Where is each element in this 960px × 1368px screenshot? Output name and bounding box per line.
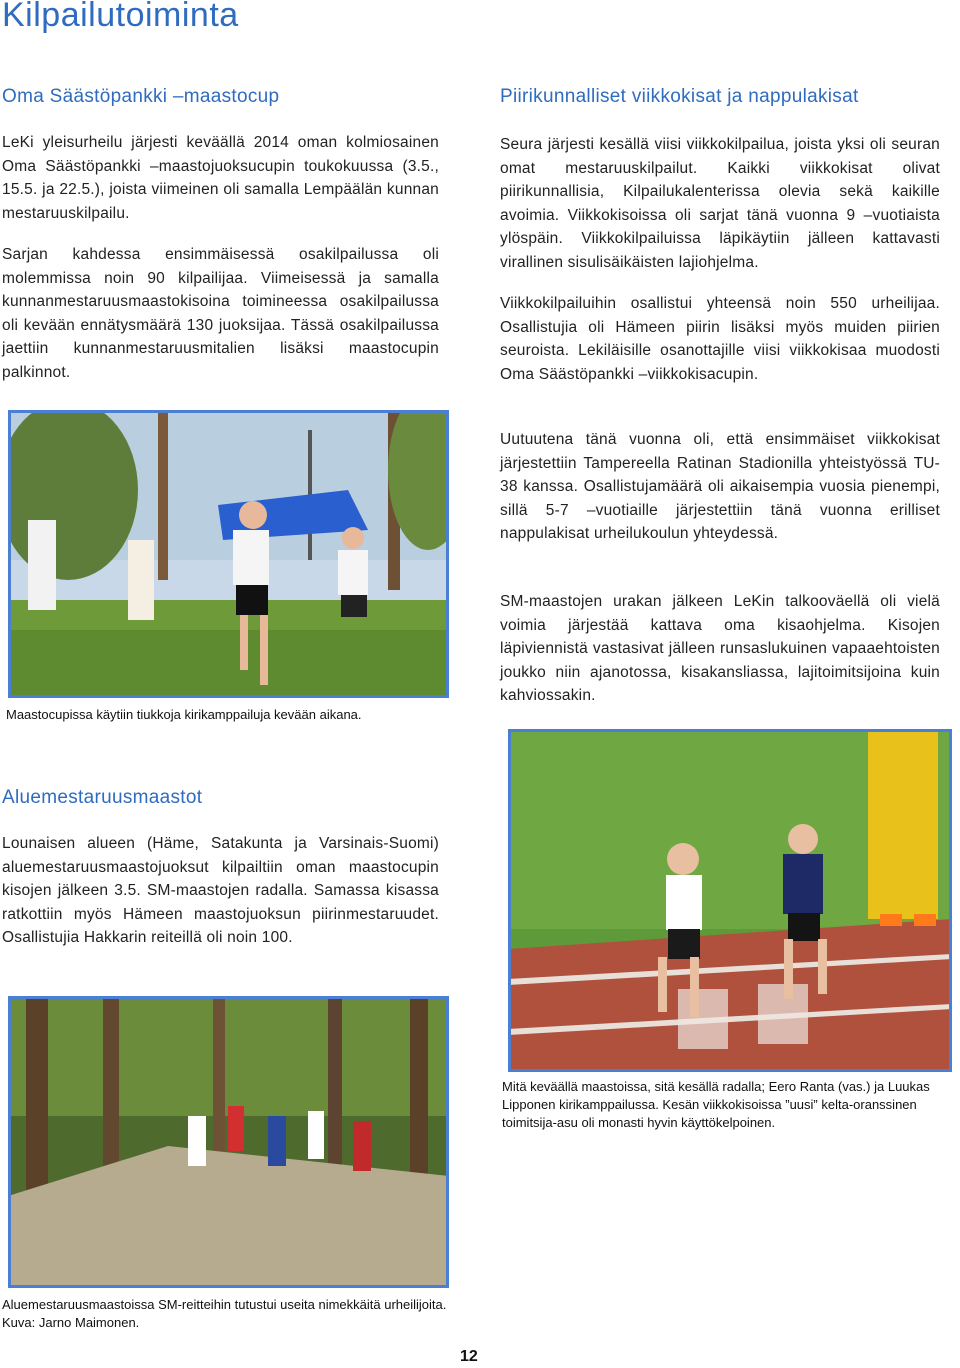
section-heading-viikkokisat: Piirikunnalliset viikkokisat ja nappulakisat [500, 86, 859, 107]
maastocup-photo-caption: Maastocupissa käytiin tiukkoja kirikamppailuja kevään aikana. [6, 707, 362, 722]
maastocup-paragraph-2: Sarjan kahdessa ensimmäisessä osakilpailussa oli molemmissa noin 90 kilpailijaa. Viimeisessä ja samalla kunnanmestaruusmaastokisoina toimineessa osakilpailussa oli kevään ennätysmäärä 130 juoksijaa. Tässä osakilpailussa jaettiin kunnanmestaruusmitalien lisäksi maastocupin palkinnot. [2, 246, 439, 381]
section-heading-maastocup: Oma Säästöpankki –maastocup [2, 86, 280, 107]
page-number: 12 [460, 1348, 478, 1365]
viikkokisat-paragraph-3: Uutuutena tänä vuonna oli, että ensimmäiset viikkokisat järjestettiin Tampereella Ratinan Stadionilla yhteistyössä TU-38 kanssa. Osallistujamäärä oli aikaisempia vuosia pienempi, sillä 5-7 –vuotiaille järjestettiin tänä vuonna erilliset nappulakisat urheilukoulun yhteydessä. [500, 431, 940, 543]
viikkokisat-paragraph-1: Seura järjesti kesällä viisi viikkokilpailua, joista yksi oli seuran omat mestaruuskilpailut. Kaikki viikkokisat olivat piirikunnallisia, Kilpailukalenterissa olevia sekä kaikille avoimia. Viikkokisoissa oli sarjat tänä vuonna 9 –vuotiaista ylöspäin. Viikkokilpailuissa läpikäytiin jälleen kattavasti virallinen sisulisäikäisten lajiohjelma. [500, 136, 940, 271]
aluemestaruus-paragraph: Lounaisen alueen (Häme, Satakunta ja Varsinais-Suomi) aluemestaruusmaastojuoksut kilpailtiin oman maastocupin kisojen jälkeen 3.5. SM-maastojen radalla. Samassa kisassa ratkottiin myös Hämeen maastojuoksun piirinmestaruudet. Osallistujia Hakkarin reiteillä oli noin 100. [2, 835, 439, 947]
viikkokisat-paragraph-2: Viikkokilpailuihin osallistui yhteensä noin 550 urheilijaa. Osallistujia oli Hämeen piirin lisäksi myös muiden piirien seuroista. Lekiläisille osanottajille viisi viikkokisaa muodosti Oma Säästöpankki –viikkokisacupin. [500, 295, 940, 383]
maastocup-race-photo [8, 410, 449, 698]
viikkokisat-paragraph-4: SM-maastojen urakan jälkeen LeKin talkooväellä oli vielä voimia järjestää kattava oma kisaohjelma. Kisojen läpiviennistä vastasivat jälleen runsaslukuinen vapaaehtoisten joukko niin ajanotossa, kisakansliassa, lajitoimitsijoina kuin kahviossakin. [500, 593, 940, 705]
page-title: Kilpailutoiminta [2, 0, 239, 34]
section-heading-aluemestaruus: Aluemestaruusmaastot [2, 787, 203, 808]
maastocup-paragraph-1: LeKi yleisurheilu järjesti keväällä 2014 oman kolmiosainen Oma Säästöpankki –maastojuoksucupin toukokuussa (3.5., 15.5. ja 22.5.), joista viimeinen oli samalla Lempäälän kunnan mestaruuskilpailu. [2, 134, 439, 222]
aluemestaruus-race-photo [8, 996, 449, 1288]
track-photo-caption: Mitä keväällä maastoissa, sitä kesällä radalla; Eero Ranta (vas.) ja Luukas Lipponen kirikamppailussa. Kesän viikkokisoissa ”uusi” kelta-oranssinen toimitsija-asu oli monasti hyvin käyttökelpoinen. [502, 1079, 930, 1130]
aluemestaruus-photo-caption: Aluemestaruusmaastoissa SM-reitteihin tutustui useita nimekkäitä urheilijoita. Kuva: Jarno Maimonen. [2, 1297, 447, 1330]
track-race-photo [508, 729, 952, 1072]
